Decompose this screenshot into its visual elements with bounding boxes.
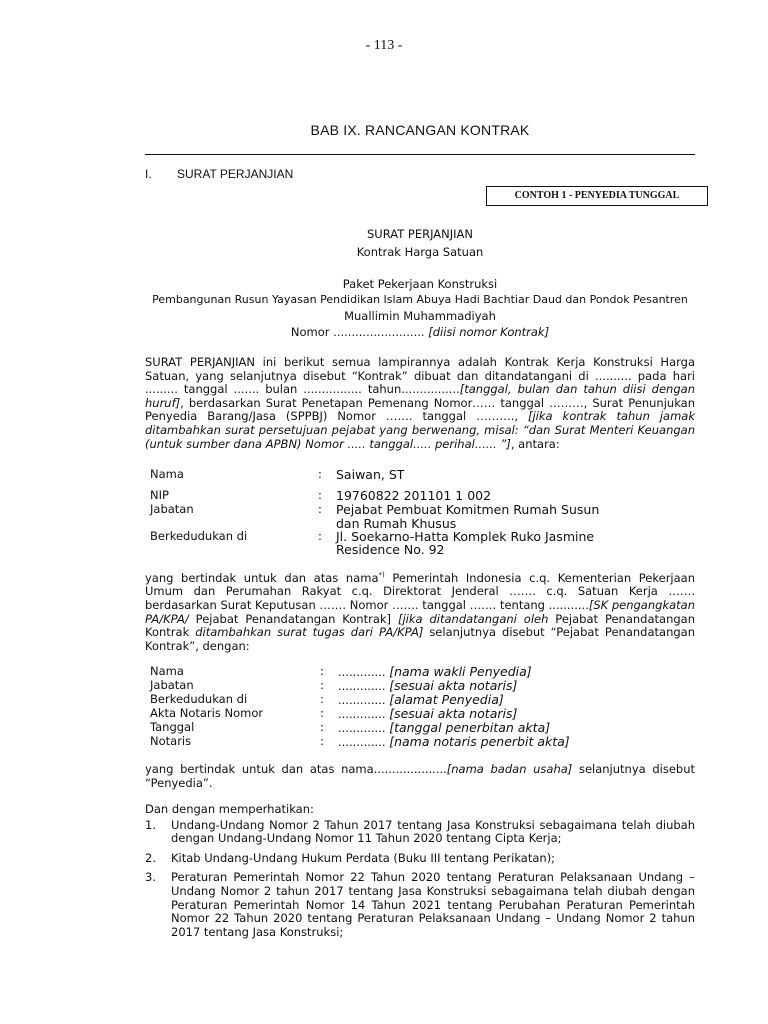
intro-paragraph	[145, 356, 695, 451]
field-label: NIP	[150, 488, 169, 502]
para3-italic-1: [nama badan usaha]	[446, 762, 573, 776]
chapter-title: BAB IX. RANCANGAN KONTRAK	[310, 122, 530, 138]
value-placeholder: [nama wakli Penyedia]	[389, 664, 532, 679]
para2-text-4: Pejabat Penandatangan Kontrak	[145, 611, 695, 640]
para2-text-3: Pejabat Penandatangan Kontrak]	[188, 611, 398, 626]
para2-text-2: Pemerintah Indonesia c.q. Kementerian Pekerjaan Umum dan Perumahan Rakyat c.q. Direktorat Jenderal ……. c.q. Satuan Kerja ……. berdasarkan Surat Keputusan ……. Nomor ……. tanggal ……. tentang ...........	[145, 570, 695, 613]
colon: :	[320, 734, 324, 748]
para2-text-5: selanjutnya disebut “Pejabat Penandatangan Kontrak”, dengan:	[145, 625, 695, 653]
value-placeholder: [sesuai akta notaris]	[389, 706, 518, 721]
value-placeholder: [tanggal penerbitan akta]	[389, 720, 551, 735]
intro-italic-2: [jika kontrak tahun jamak ditambahkan surat persetujuan pejabat yang berwenang, misal: “dan Surat Menteri Keuangan (untuk sumber dana APBN) Nomor ..... tanggal..... perihal...... ”]	[145, 409, 695, 451]
value-dots: .............	[338, 679, 386, 693]
field-value: 19760822 201101 1 002	[336, 488, 492, 503]
field-label: Jabatan	[150, 678, 194, 692]
list-number: 1.	[145, 817, 156, 832]
field-label: Notaris	[150, 734, 192, 748]
colon: :	[320, 664, 324, 678]
considering-title: Dan dengan memperhatikan:	[145, 802, 314, 816]
list-text: Undang-Undang Nomor 2 Tahun 2017 tentang Jasa Konstruksi sebagaimana telah diubah dengan Undang-Undang Nomor 11 Tahun 2020 tentang Cipta Kerja;	[171, 817, 695, 846]
field-value: dan Rumah Khusus	[336, 516, 457, 531]
list-item	[145, 871, 695, 939]
considering-section	[145, 803, 695, 945]
list-item	[145, 852, 695, 866]
field-label: Tanggal	[150, 720, 195, 734]
example-label-box: CONTOH 1 - PENYEDIA TUNGGAL	[486, 186, 708, 206]
footnote-mark: *)	[378, 571, 385, 579]
section-title: SURAT PERJANJIAN	[177, 167, 294, 181]
intro-text-2: , berdasarkan Surat Penetapan Pemenang Nomor…… tanggal ………, Surat Penunjukan Penyedia Barang/Jasa (SPPBJ) Nomor ……. tanggal ……….,	[145, 395, 695, 424]
para3-text-1: yang bertindak untuk dan atas nama....................	[145, 762, 447, 776]
field-value: Pejabat Pembuat Komitmen Rumah Susun	[336, 502, 600, 517]
field-value	[338, 706, 517, 721]
list-text: Peraturan Pemerintah Nomor 22 Tahun 2020 tentang Peraturan Pelaksanaan Undang – Undang Nomor 2 tahun 2017 tentang Jasa Konstruksi sebagaimana telah diubah dengan Peraturan Pemerintah Nomor 14 Tahun 2021 tentang Perubahan Peraturan Pemerintah Nomor 22 Tahun 2020 tentang Peraturan Pelaksanaan Undang – Undang Nomor 2 tahun 2017 tentang Jasa Konstruksi;	[171, 870, 695, 939]
list-item	[145, 819, 695, 846]
value-dots: .............	[338, 665, 386, 679]
field-value	[338, 734, 570, 749]
value-dots: .............	[338, 735, 386, 749]
contract-number	[110, 325, 730, 339]
list-number: 3.	[145, 870, 156, 885]
field-value	[338, 678, 517, 693]
para2-italic-2: [jika ditandatangani oleh	[397, 611, 549, 626]
intro-italic-1: [tanggal, bulan dan tahun diisi dengan huruf]	[145, 382, 695, 410]
field-label: Akta Notaris Nomor	[150, 706, 264, 720]
para3-text-2: selanjutnya disebut “Penyedia”.	[145, 762, 695, 790]
list-number: 2.	[145, 850, 156, 865]
field-value	[338, 720, 550, 735]
field-label: Berkedudukan di	[150, 529, 248, 543]
field-label: Berkedudukan di	[150, 692, 248, 706]
para2-italic-1: [SK pengangkatan PA/KPA/	[145, 598, 695, 626]
value-dots: .............	[338, 721, 386, 735]
colon: :	[320, 720, 324, 734]
value-dots: .............	[338, 693, 386, 707]
page-number: - 113 -	[365, 38, 403, 53]
field-value	[338, 664, 532, 679]
colon: :	[320, 706, 324, 720]
field-label: Nama	[150, 664, 184, 678]
field-value: Jl. Soekarno-Hatta Komplek Ruko Jasmine	[336, 529, 595, 544]
provider-paragraph	[145, 763, 695, 790]
project-name-line1: Pembangunan Rusun Yayasan Pendidikan Islam Abuya Hadi Bachtiar Daud dan Pondok Pesantren	[152, 293, 688, 306]
colon: :	[320, 678, 324, 692]
value-dots: .............	[338, 707, 386, 721]
para2-italic-3: ditambahkan surat tugas dari PA/KPA]	[195, 625, 424, 640]
colon: :	[318, 467, 322, 481]
field-value: Residence No. 92	[336, 542, 445, 557]
field-value: Saiwan, ST	[336, 467, 405, 482]
colon: :	[318, 502, 322, 516]
intro-text-1: SURAT PERJANJIAN ini berikut semua lampirannya adalah Kontrak Kerja Konstruksi Harga Satuan, yang selanjutnya disebut “Kontrak” dibuat dan ditandatangani di .......... pada hari ......... tanggal ....... bulan ................ tahun................	[145, 355, 695, 397]
value-placeholder: [sesuai akta notaris]	[389, 678, 518, 693]
para2-text-1: yang bertindak untuk dan atas nama	[145, 570, 379, 585]
value-placeholder: [alamat Penyedia]	[389, 692, 504, 707]
representation-paragraph	[145, 569, 695, 653]
intro-text-3: , antara:	[510, 436, 560, 451]
value-placeholder: [nama notaris penerbit akta]	[389, 734, 570, 749]
contract-type: Kontrak Harga Satuan	[356, 245, 484, 259]
colon: :	[318, 529, 322, 543]
field-value	[338, 692, 504, 707]
contract-number-prefix: Nomor .........................	[290, 325, 425, 339]
contract-number-placeholder: [diisi nomor Kontrak]	[428, 325, 550, 339]
section-number: I.	[145, 167, 152, 181]
section-heading	[145, 167, 293, 181]
agreement-title: SURAT PERJANJIAN	[367, 227, 473, 241]
list-text: Kitab Undang-Undang Hukum Perdata (Buku III tentang Perikatan);	[171, 850, 556, 865]
field-label: Nama	[150, 467, 184, 481]
colon: :	[320, 692, 324, 706]
package-type: Paket Pekerjaan Konstruksi	[342, 277, 498, 291]
title-divider	[145, 154, 695, 155]
project-name-line2: Muallimin Muhammadiyah	[344, 309, 496, 323]
colon: :	[318, 488, 322, 502]
field-label: Jabatan	[150, 502, 194, 516]
